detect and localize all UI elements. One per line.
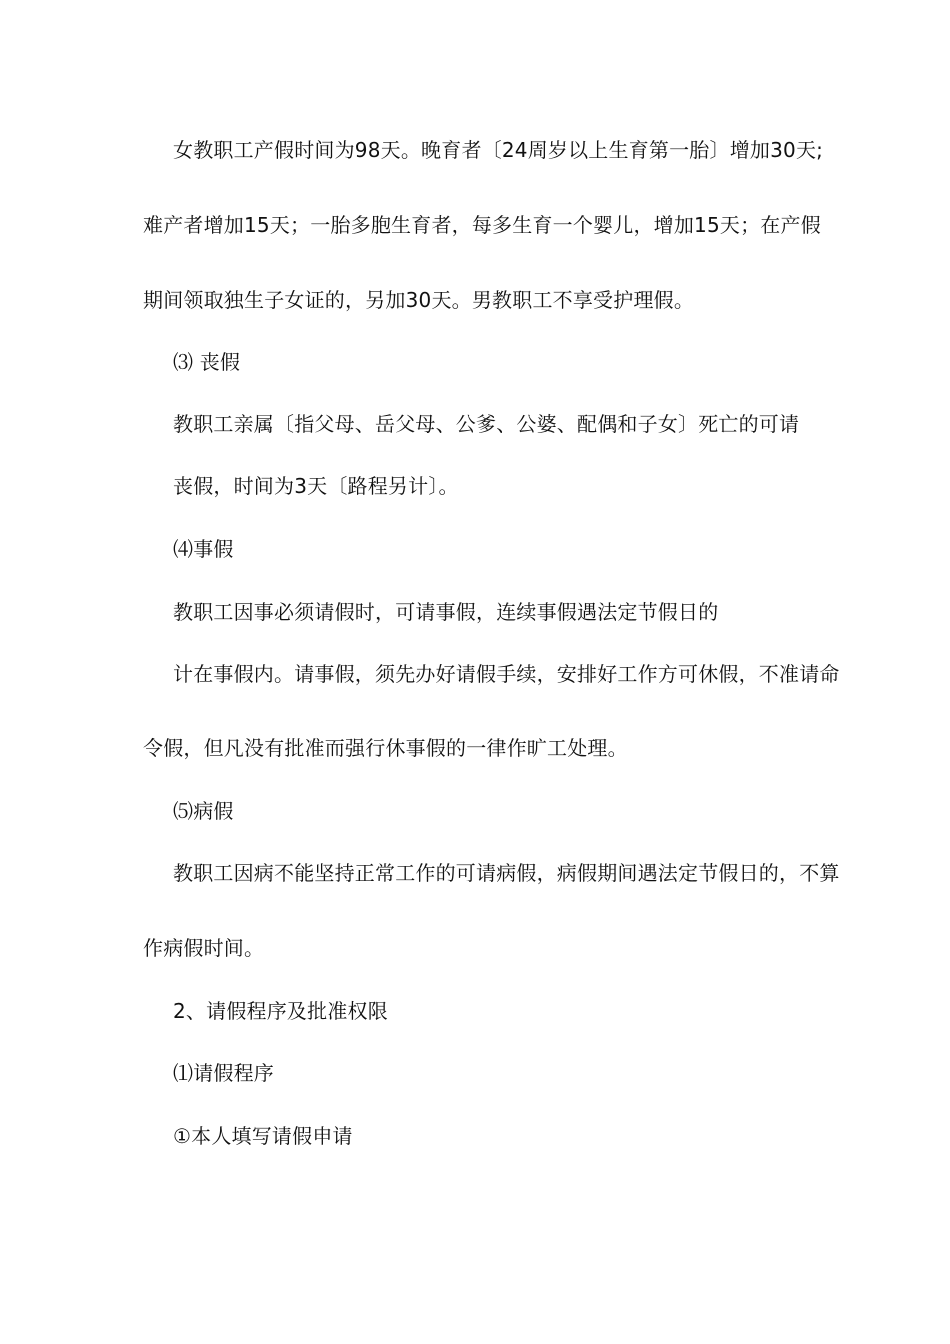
paragraph-line-maternity-1: 女教职工产假时间为98天。晚育者〔24周岁以上生育第一胎〕增加30天;	[173, 138, 824, 162]
paragraph-line-bereavement-2: 丧假，时间为3天〔路程另计〕。	[173, 474, 459, 498]
paragraph-line-personal-1: 教职工因事必须请假时，可请事假，连续事假遇法定节假日的	[173, 600, 719, 624]
paragraph-line-maternity-3: 期间领取独生子女证的，另加30天。男教职工不享受护理假。	[143, 288, 695, 312]
paragraph-line-sick-2: 作病假时间。	[143, 936, 265, 960]
paragraph-line-personal-3: 令假，但凡没有批准而强行休事假的一律作旷工处理。	[143, 736, 628, 760]
paragraph-line-sick-1: 教职工因病不能坚持正常工作的可请病假，病假期间遇法定节假日的，不算	[173, 861, 840, 885]
subheading-request-procedure: ⑴请假程序	[173, 1061, 274, 1085]
paragraph-line-bereavement-1: 教职工亲属〔指父母、岳父母、公爹、公婆、配偶和子女〕死亡的可请	[173, 412, 800, 436]
paragraph-line-maternity-2: 难产者增加15天；一胎多胞生育者，每多生育一个婴儿，增加15天；在产假	[143, 213, 821, 237]
heading-personal-leave: ⑷事假	[173, 537, 234, 561]
heading-sick-leave: ⑸病假	[173, 799, 234, 823]
list-item-fill-application: ①本人填写请假申请	[173, 1124, 353, 1148]
heading-bereavement-leave: ⑶ 丧假	[173, 350, 241, 374]
paragraph-line-personal-2: 计在事假内。请事假，须先办好请假手续，安排好工作方可休假，不准请命	[173, 662, 840, 686]
heading-leave-procedure: 2、请假程序及批准权限	[173, 999, 388, 1023]
